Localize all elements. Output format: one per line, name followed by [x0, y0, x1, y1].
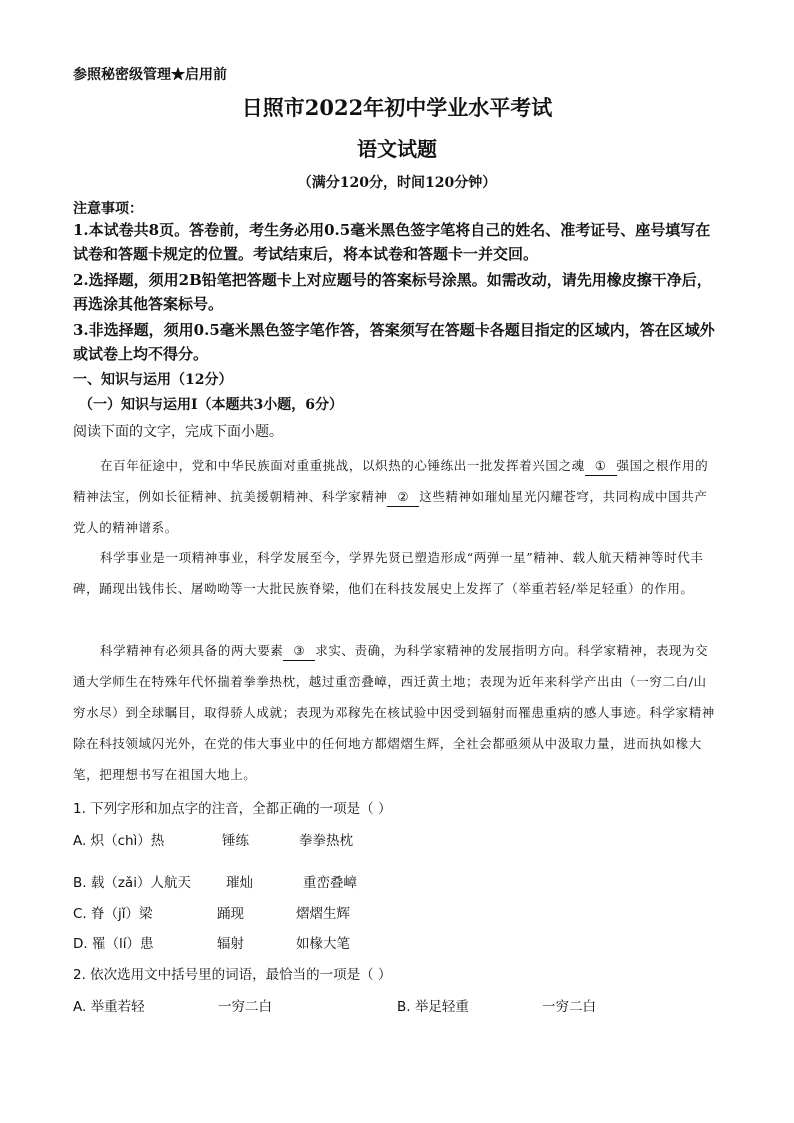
passage-paragraph-2: 科学事业是一项精神事业，科学发展至今，学界先贤已塑造形成“两弹一星”精神、载人航天精神等时代丰碑，踊现出钱伟长、屠呦呦等一大批民族脊梁，他们在科技发展史上发挥了（举重若轻/举足轻重）的作用。	[73, 550, 704, 596]
question-1-stem: 1. 下列字形和加点字的注音，全都正确的一项是（ ）	[73, 801, 392, 817]
part1-heading: 一、知识与运用（12分）	[73, 372, 233, 388]
q1-option-a-part3: 拳拳热枕	[299, 833, 353, 849]
q1-option-b-part1: B. 载（zǎi）人航天	[73, 875, 191, 891]
q1-option-b-part3: 重峦叠嶂	[303, 875, 357, 891]
passage-text: 这些精神如璀灿星光闪耀苍穹，共同构成中国共产党人的精神谱系。	[73, 489, 708, 535]
score-time: （满分120分，时间120分钟）	[297, 175, 497, 191]
q1-option-a-part2: 锤练	[222, 833, 249, 849]
q2-option-b-label: B. 举足轻重	[397, 999, 469, 1015]
passage-text: 求实、责确，为科学家精神的发展指明方向。科学家精神，表现为交通大学师生在特殊年代怀揣着拳拳热枕，越过重峦叠嶂，西迁黄土地；表现为近年来科学产出由（一穷二白/山穷水尽）到全球瞩目，取得骄人成就；表现为邓稼先在核试验中因受到辐射而罹患重病的感人事迹。科学家精神除在科技领域闪光外，在党的伟大事业中的任何地方都熠熠生辉，全社会都亟须从中汲取力量，进而执如椽大笔，把理想书写在祖国大地上。	[73, 643, 715, 782]
question-2-stem: 2. 依次选用文中括号里的词语，最恰当的一项是（ ）	[73, 967, 392, 983]
secret-label: 参照秘密级管理★启用前	[73, 67, 227, 83]
q1-option-c-part1: C. 脊（jǐ）梁	[73, 906, 153, 922]
q1-option-d-part2: 辐射	[217, 936, 244, 952]
q1-option-c-part2: 踊现	[217, 906, 244, 922]
blank-1: ①	[585, 457, 617, 476]
subject-title: 语文试题	[357, 137, 437, 161]
notice-item-3: 3.非选择题，须用0.5毫米黑色签字笔作答，答案须写在答题卡各题目指定的区域内，答在区域外或试卷上均不得分。	[73, 321, 715, 363]
passage-text: 科学精神有必须具备的两大要素	[100, 643, 284, 658]
q1-option-c-part3: 熠熠生辉	[296, 906, 350, 922]
q1-option-d-part3: 如椽大笔	[296, 936, 350, 952]
notice-item-2: 2.选择题，须用2B铅笔把答题卡上对应题号的答案标号涂黑。如需改动，请先用橡皮擦干净后，再选涂其他答案标号。	[73, 271, 712, 313]
blank-3: ③	[283, 642, 315, 661]
passage-paragraph-1	[73, 450, 719, 543]
q2-option-a-label: A. 举重若轻	[73, 999, 145, 1015]
blank-2: ②	[387, 488, 419, 507]
passage-text: 在百年征途中，党和中华民族面对重重挑战，以炽热的心锤练出一批发挥着兴国之魂	[100, 458, 585, 473]
q1-option-a-part1: A. 炽（chì）热	[73, 833, 165, 849]
reading-instruction: 阅读下面的文字，完成下面小题。	[73, 424, 283, 440]
passage-paragraph-3	[73, 635, 719, 790]
q2-option-b-value: 一穷二白	[542, 999, 596, 1015]
q1-option-b-part2: 璀灿	[226, 875, 253, 891]
notice-item-1: 1.本试卷共8页。答卷前，考生务必用0.5毫米黑色签字笔将自己的姓名、准考证号、座号填写在试卷和答题卡规定的位置。考试结束后，将本试卷和答题卡一并交回。	[73, 221, 711, 263]
notice-heading: 注意事项：	[73, 201, 143, 217]
part1-subheading: （一）知识与运用Ⅰ（本题共3小题，6分）	[79, 397, 344, 413]
exam-title: 日照市2022年初中学业水平考试	[241, 95, 553, 120]
q2-option-a-value: 一穷二白	[218, 999, 272, 1015]
passage-text: 强国之根作用的精神法宝，例如长征精神、抗美援朝精神、科学家精神	[73, 458, 709, 504]
q1-option-d-part1: D. 罹（lí）患	[73, 936, 154, 952]
